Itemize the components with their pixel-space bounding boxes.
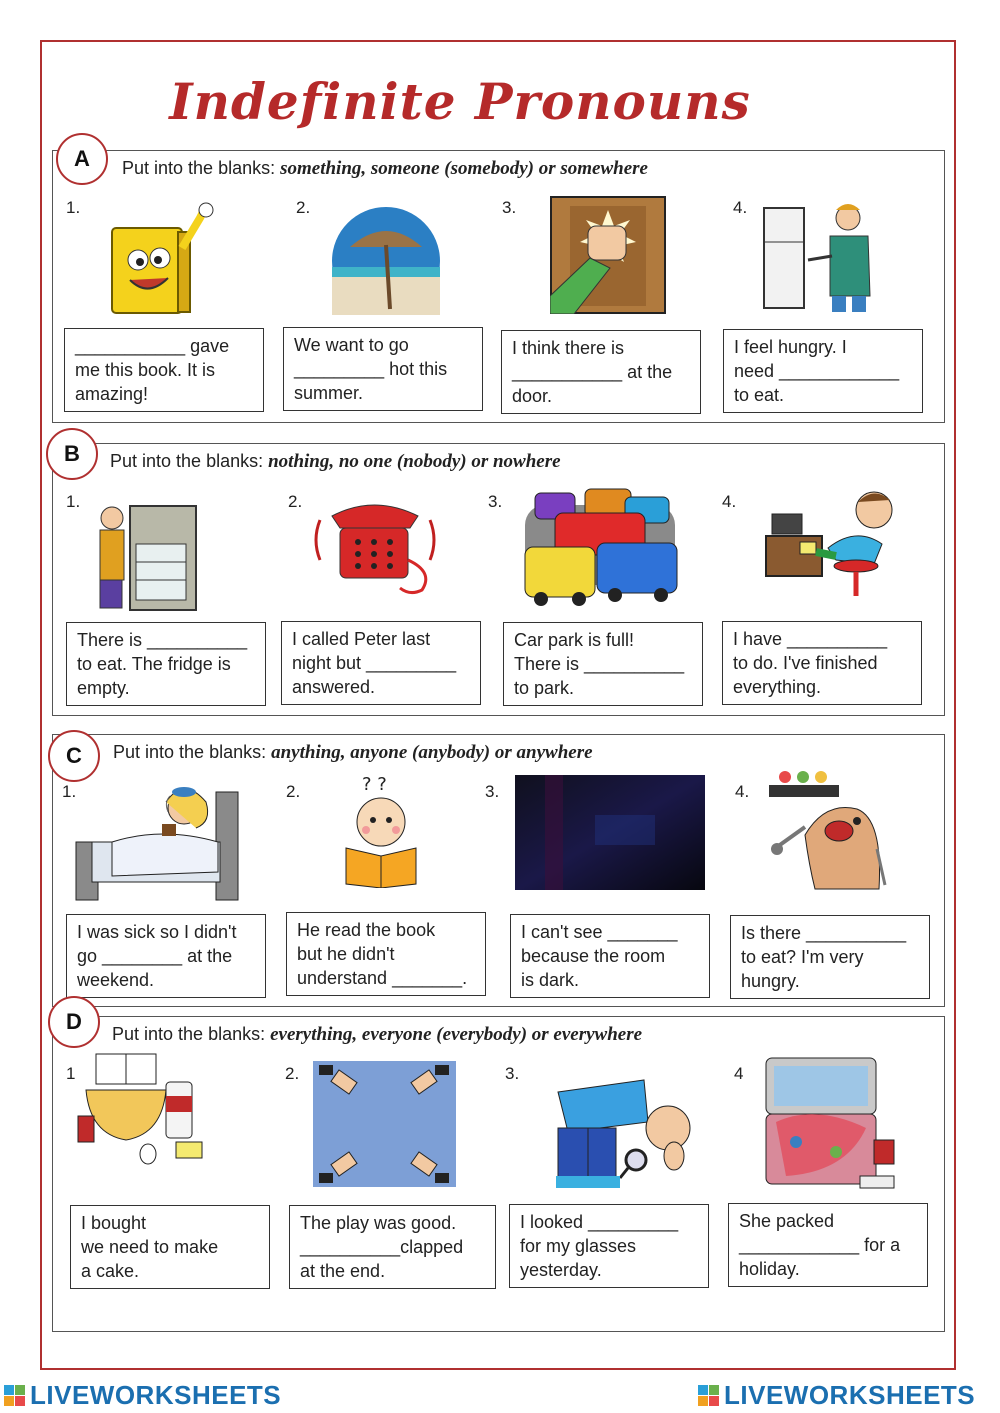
item-number: 2. <box>296 198 311 217</box>
svg-text:? ?: ? ? <box>362 774 387 795</box>
instruction-prefix: Put into the blanks: <box>112 1024 271 1044</box>
book-character-icon <box>100 198 220 323</box>
brand-text: LIVEWORKSHEETS <box>30 1380 282 1410</box>
relaxing-man-icon <box>756 486 916 606</box>
instruction-words: anything, anyone (anybody) or anywhere <box>271 742 593 763</box>
item-number: 1 <box>66 1064 76 1083</box>
answer-box: I think there is ___________ at the door. <box>501 330 701 414</box>
page-title: Indefinite Pronouns <box>169 72 751 131</box>
item-number: 3. <box>488 492 503 511</box>
footer-brand-left[interactable] <box>4 1380 281 1411</box>
hungry-character-icon <box>765 765 895 893</box>
answer-box: Is there __________ to eat? I'm very hungry. <box>730 915 930 999</box>
baking-ingredients-icon <box>76 1050 208 1166</box>
section-a-badge: A <box>56 133 108 185</box>
answer-box: We want to go _________ hot this summer. <box>283 327 483 411</box>
brand-text: LIVEWORKSHEETS <box>724 1380 976 1410</box>
door-knock-icon <box>550 196 666 314</box>
answer-box: There is __________ to eat. The fridge is empty. <box>66 622 266 706</box>
item-number: 4. <box>735 782 750 801</box>
answer-box: I can't see _______ because the room is dark. <box>510 914 710 998</box>
dark-room-icon <box>515 775 705 890</box>
empty-fridge-icon <box>90 500 205 612</box>
item-number: 3. <box>505 1064 520 1083</box>
instruction-words: something, someone (somebody) or somewhere <box>280 158 648 179</box>
section-c-instruction <box>113 742 593 764</box>
item-number: 2. <box>286 782 301 801</box>
searching-man-icon <box>548 1072 700 1190</box>
section-b-instruction <box>110 451 561 473</box>
traffic-jam-icon <box>515 485 685 610</box>
instruction-words: everything, everyone (everybody) or everywhere <box>270 1024 643 1045</box>
section-d-instruction <box>112 1024 642 1046</box>
section-d-badge: D <box>48 996 100 1048</box>
fridge-man-icon <box>758 196 878 314</box>
item-number: 2. <box>288 492 303 511</box>
item-number: 3. <box>502 198 517 217</box>
instruction-prefix: Put into the blanks: <box>110 451 269 471</box>
item-number: 1. <box>62 782 77 801</box>
item-number: 4 <box>734 1064 744 1083</box>
item-number: 4. <box>722 492 737 511</box>
answer-box: I was sick so I didn't go ________ at the weekend. <box>66 914 266 998</box>
item-number: 1. <box>66 198 81 217</box>
answer-box: I bought we need to make a cake. <box>70 1205 270 1289</box>
item-number: 4. <box>733 198 748 217</box>
liveworksheets-logo-icon <box>4 1385 26 1407</box>
instruction-words: nothing, no one (nobody) or nowhere <box>268 451 561 472</box>
item-number: 3. <box>485 782 500 801</box>
item-number: 1. <box>66 492 81 511</box>
section-b-badge: B <box>46 428 98 480</box>
ringing-phone-icon <box>310 490 440 600</box>
sick-girl-in-bed-icon <box>72 772 242 902</box>
footer-brand-right[interactable] <box>698 1380 975 1411</box>
confused-boy-reading-icon <box>336 772 426 888</box>
liveworksheets-logo-icon <box>698 1385 720 1407</box>
instruction-prefix: Put into the blanks: <box>122 158 281 178</box>
section-c-badge: C <box>48 730 100 782</box>
instruction-prefix: Put into the blanks: <box>113 742 272 762</box>
answer-box: He read the book but he didn't understand _______. <box>286 912 486 996</box>
answer-box: ___________ gave me this book. It is amazing! <box>64 328 264 412</box>
packed-suitcase-icon <box>756 1052 904 1198</box>
item-number: 2. <box>285 1064 300 1083</box>
beach-umbrella-icon <box>330 205 442 317</box>
answer-box: The play was good. __________clapped at the end. <box>289 1205 496 1289</box>
answer-box: She packed ____________ for a holiday. <box>728 1203 928 1287</box>
answer-box: Car park is full! There is __________ to park. <box>503 622 703 706</box>
answer-box: I feel hungry. I need ____________ to eat. <box>723 329 923 413</box>
answer-box: I called Peter last night but _________ answered. <box>281 621 481 705</box>
answer-box: I looked _________ for my glasses yesterday. <box>509 1204 709 1288</box>
section-a-instruction <box>122 158 648 180</box>
clapping-hands-icon <box>313 1061 456 1187</box>
answer-box: I have __________ to do. I've finished everything. <box>722 621 922 705</box>
